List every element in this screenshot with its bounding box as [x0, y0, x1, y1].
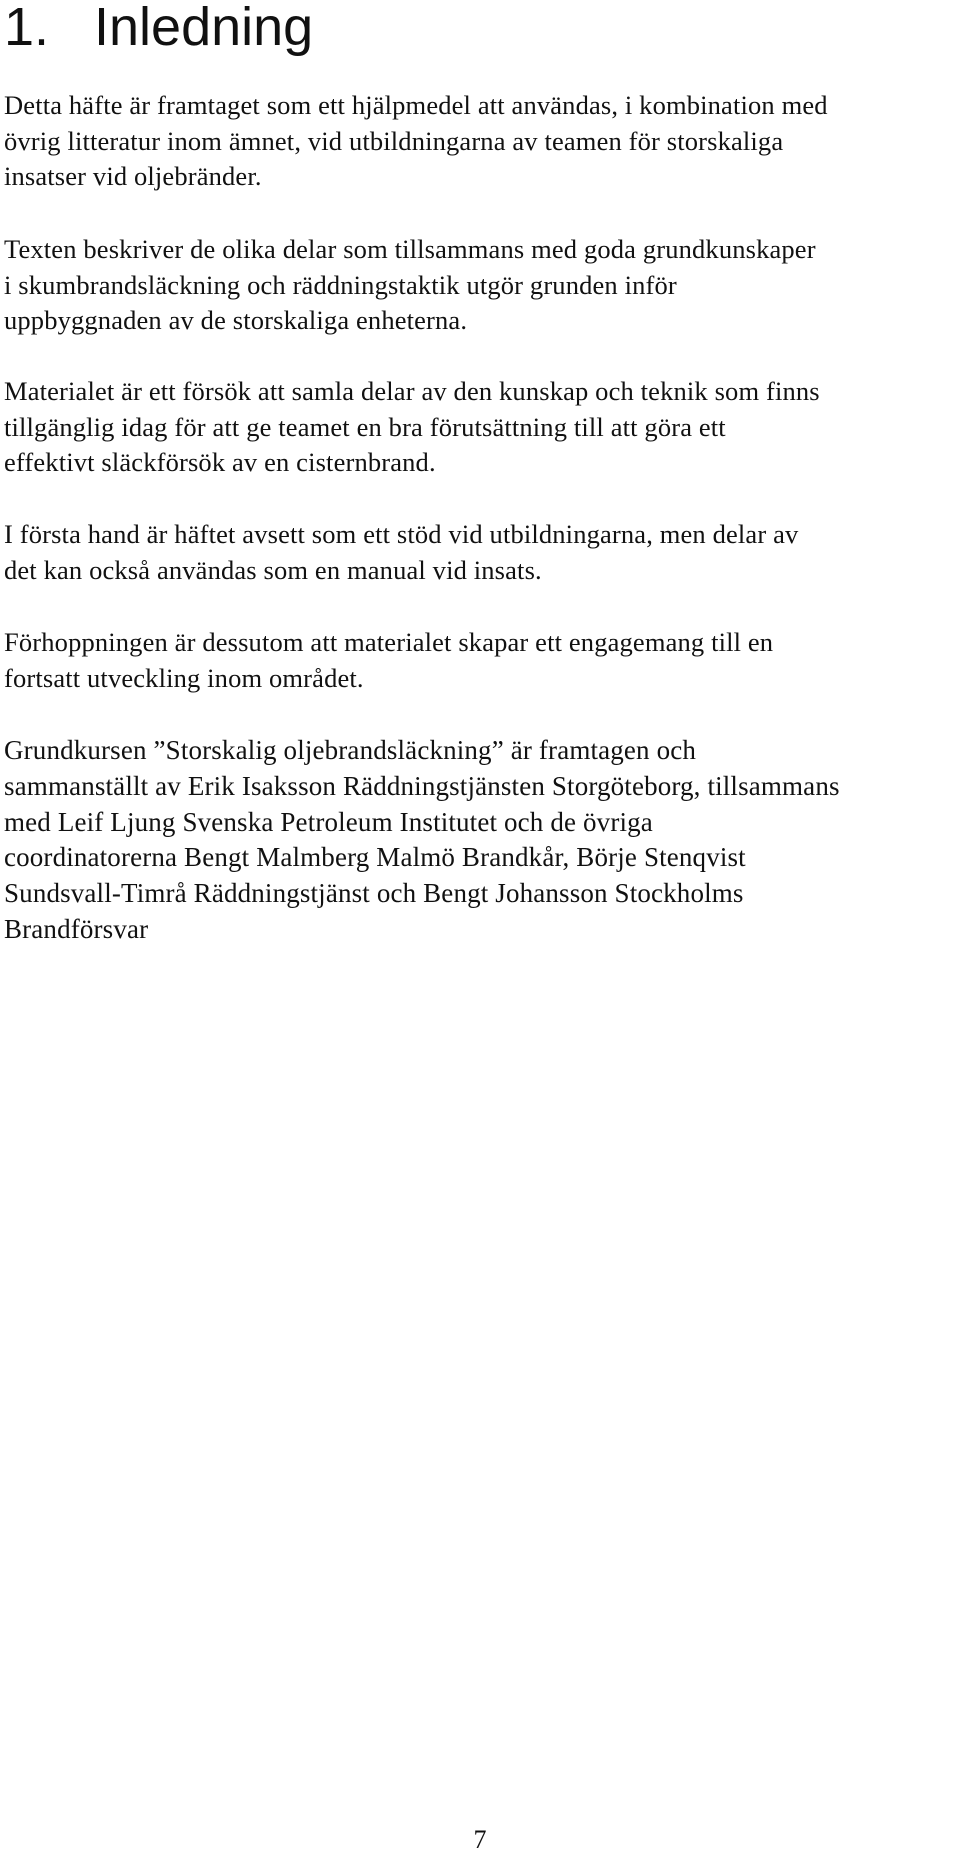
paragraph-line: coordinatorerna Bengt Malmberg Malmö Brandkår, Börje Stenqvist — [4, 842, 746, 873]
paragraph-line: det kan också användas som en manual vid insats. — [4, 554, 542, 585]
paragraph-line: i skumbrandsläckning och räddningstaktik utgör grunden inför — [4, 269, 677, 300]
page-number: 7 — [473, 1825, 487, 1854]
paragraph-line: uppbyggnaden av de storskaliga enheterna. — [4, 305, 468, 335]
paragraph-line: I första hand är häftet avsett som ett stöd vid utbildningarna, men delar av — [4, 519, 799, 549]
material-paragraph — [4, 374, 952, 481]
section-heading — [4, 0, 313, 58]
paragraph-line: övrig litteratur inom ämnet, vid utbildningarna av teamen för storskaliga — [4, 125, 784, 156]
paragraph-line: effektivt släckförsök av en cisternbrand. — [4, 447, 436, 477]
paragraph-line: fortsatt utveckling inom området. — [4, 662, 364, 693]
paragraph-line: Materialet är ett försök att samla delar av den kunskap och teknik som finns — [4, 376, 820, 406]
paragraph-line: Detta häfte är framtaget som ett hjälpmedel att användas, i kombination med — [4, 90, 828, 120]
paragraph-line: sammanställt av Erik Isaksson Räddningstjänsten Storgöteborg, tillsammans — [4, 770, 840, 801]
paragraph-line: Brandförsvar — [4, 913, 149, 944]
hope-paragraph — [4, 625, 952, 696]
paragraph-line: Sundsvall-Timrå Räddningstjänst och Bengt Johansson Stockholms — [4, 878, 744, 909]
content-paragraph — [4, 232, 952, 339]
credits-paragraph — [4, 733, 952, 948]
intro-paragraph — [4, 88, 952, 195]
paragraph-line: Grundkursen ”Storskalig oljebrandsläckning” är framtagen och — [4, 735, 697, 765]
section-title: Inledning — [94, 0, 314, 57]
section-number: 1. — [4, 0, 50, 57]
purpose-paragraph — [4, 517, 952, 588]
paragraph-line: tillgänglig idag för att ge teamet en bra förutsättning till att göra ett — [4, 411, 726, 442]
paragraph-line: med Leif Ljung Svenska Petroleum Institutet och de övriga — [4, 806, 653, 837]
paragraph-line: insatser vid oljebränder. — [4, 161, 262, 191]
paragraph-line: Förhoppningen är dessutom att materialet skapar ett engagemang till en — [4, 627, 774, 657]
paragraph-line: Texten beskriver de olika delar som tillsammans med goda grundkunskaper — [4, 234, 816, 264]
